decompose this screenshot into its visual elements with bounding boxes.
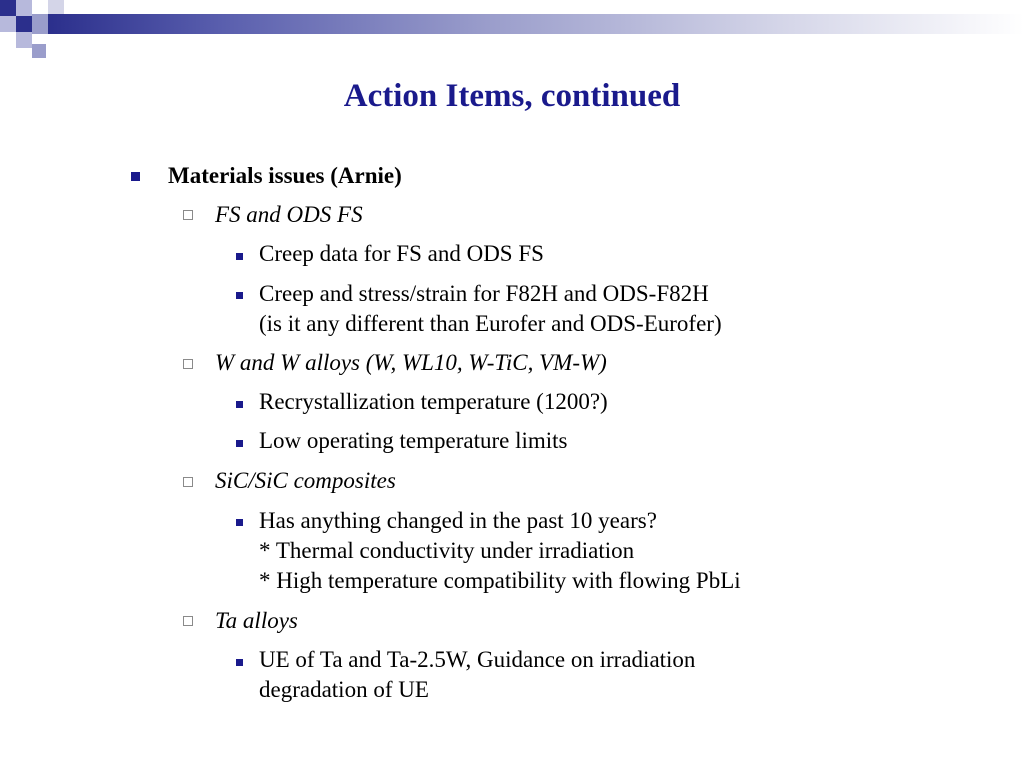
bullet-text: SiC/SiC composites xyxy=(215,468,396,493)
bullet-square-icon xyxy=(236,292,243,299)
bullet-text: Materials issues (Arnie) xyxy=(168,163,402,188)
bullet-hollow-square-icon xyxy=(183,210,193,220)
bullet-square-icon xyxy=(131,172,140,181)
bullet-square-icon xyxy=(236,659,243,666)
bullet-text: W and W alloys (W, WL10, W-TiC, VM-W) xyxy=(215,350,607,375)
slide-title: Action Items, continued xyxy=(343,78,681,114)
bullet-hollow-square-icon xyxy=(183,616,193,626)
bullet-text: Creep and stress/strain for F82H and ODS-F82H xyxy=(259,281,709,306)
bullet-square-icon xyxy=(236,253,243,260)
bullet-square-icon xyxy=(236,401,243,408)
bullet-square-icon xyxy=(236,519,243,526)
bullet-text: Ta alloys xyxy=(215,608,298,633)
bullet-hollow-square-icon xyxy=(183,359,193,369)
bullet-text: FS and ODS FS xyxy=(215,202,363,227)
bullet-square-icon xyxy=(236,440,243,447)
bullet-text: Creep data for FS and ODS FS xyxy=(259,241,544,266)
bullet-text-continued: degradation of UE xyxy=(259,677,429,702)
bullet-hollow-square-icon xyxy=(183,477,193,487)
bullet-text-continued: (is it any different than Eurofer and ODS-Eurofer) xyxy=(259,311,722,336)
bullet-text-continued: * Thermal conductivity under irradiation xyxy=(259,538,635,563)
bullet-text: Has anything changed in the past 10 years? xyxy=(259,508,657,533)
bullet-text: UE of Ta and Ta-2.5W, Guidance on irradiation xyxy=(259,647,696,672)
bullet-text: Low operating temperature limits xyxy=(259,428,568,453)
bullet-text-continued: * High temperature compatibility with flowing PbLi xyxy=(259,568,741,593)
bullet-text: Recrystallization temperature (1200?) xyxy=(259,389,608,414)
